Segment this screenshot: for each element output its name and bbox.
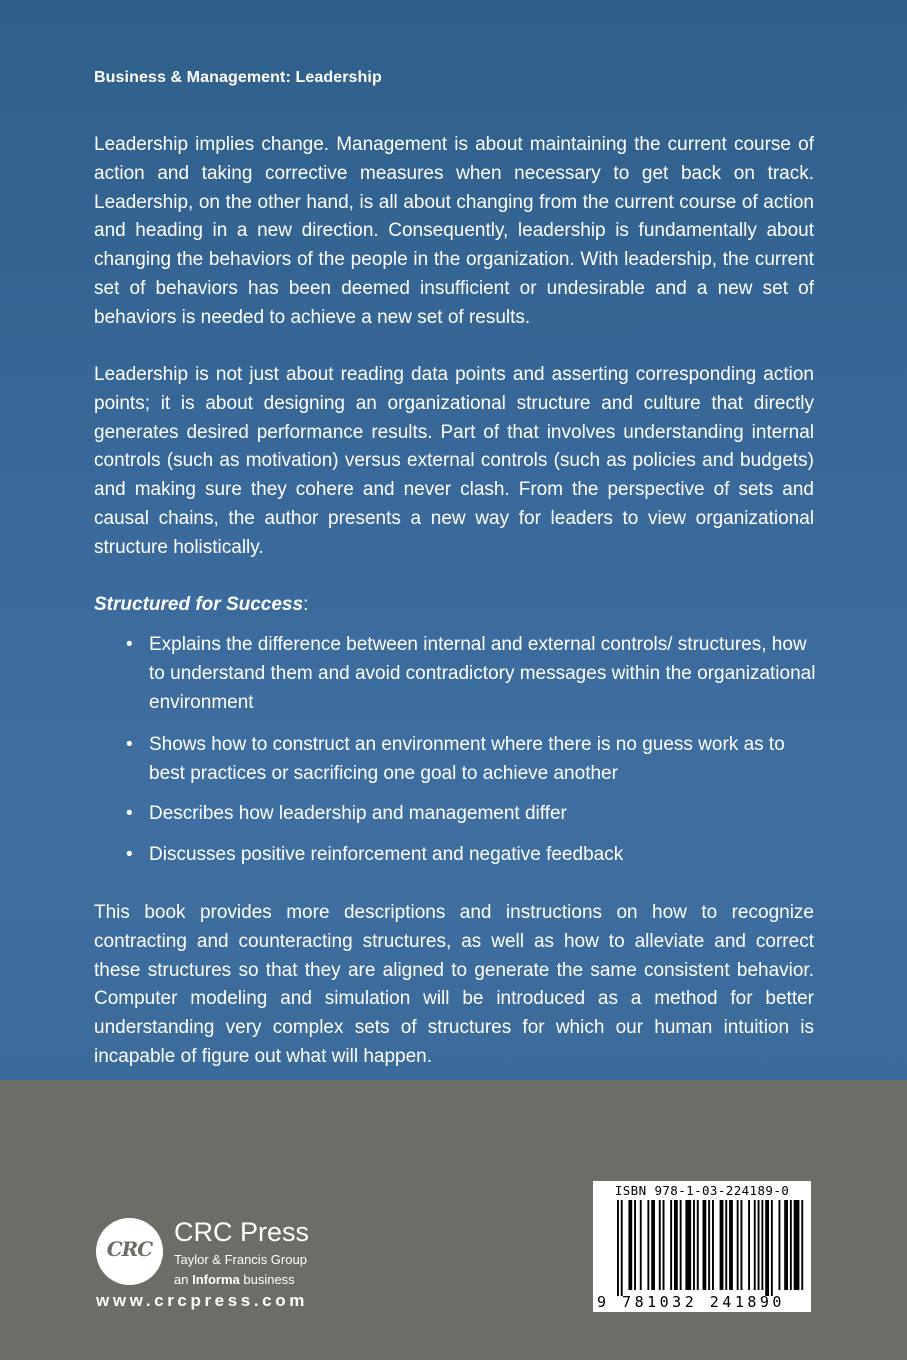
barcode-bar (670, 1200, 672, 1290)
bullet-item (126, 631, 816, 717)
barcode-bar (729, 1200, 733, 1290)
barcode-bar (790, 1200, 792, 1290)
informa-line (174, 1272, 295, 1287)
description-paragraph-1: Leadership implies change. Management is about maintaining the current course of action and taking corrective measures when necessary to get back on track. Leadership, on the other hand, is all about changing from the current course of action and heading in a new direction. Consequently, leadership is fundamentally about changing the behaviors of the people in the organization. With leadership, the current set of behaviors has been deemed insufficient or undesirable and a new set of behaviors is needed to achieve a new set of results. (94, 134, 814, 328)
bullet-dot: • (126, 844, 133, 865)
informa-brand: Informa (192, 1272, 240, 1287)
isbn-text: ISBN 978-1-03-224189-0 (614, 1183, 790, 1198)
publisher-group: Taylor & Francis Group (174, 1252, 307, 1267)
publisher-name: CRC Press (174, 1217, 310, 1247)
barcode-bar (720, 1200, 724, 1290)
barcode-bars-icon (617, 1200, 807, 1296)
bullet-dot: • (126, 803, 133, 824)
bullet-text: Explains the difference between internal and external controls/ structures, how to understand them and avoid contradictory messages within the organizational environment (149, 634, 816, 713)
barcode-bar (794, 1200, 800, 1290)
bullet-dot: • (126, 634, 133, 655)
bullet-dot: • (126, 734, 133, 755)
barcode-bar (703, 1200, 707, 1290)
bullet-item (126, 841, 816, 870)
informa-prefix: an (174, 1272, 193, 1287)
barcode-bar (659, 1200, 661, 1290)
barcode-bar (663, 1200, 665, 1290)
barcode-bar (680, 1200, 682, 1290)
bullet-text: Shows how to construct an environment where there is no guess work as to best practices or sacrificing one goal to achieve another (149, 734, 785, 784)
barcode-bar (765, 1200, 769, 1296)
barcode-bar (640, 1200, 642, 1290)
crc-monogram: CRC (106, 1237, 153, 1261)
heading-colon: : (303, 594, 309, 615)
barcode-bar (712, 1200, 714, 1290)
barcode-bar (784, 1200, 788, 1290)
barcode-bar (779, 1200, 781, 1290)
barcode-bar (771, 1200, 773, 1296)
barcode-bar (737, 1200, 739, 1290)
barcode-bar (693, 1200, 695, 1290)
bullet-item (126, 731, 816, 789)
barcode-bar (628, 1200, 632, 1290)
barcode-bar (697, 1200, 699, 1290)
barcode-bar (801, 1200, 803, 1290)
barcode-bar (725, 1200, 727, 1290)
structured-for-success-heading (94, 591, 308, 619)
barcode-bar (748, 1200, 750, 1290)
publisher-website[interactable]: www.crcpress.com (96, 1291, 308, 1310)
barcode-bar (761, 1200, 763, 1290)
barcode-bar (754, 1200, 756, 1290)
isbn-barcode (593, 1181, 811, 1312)
barcode-bar (758, 1200, 760, 1290)
bullet-text: Discusses positive reinforcement and negative feedback (149, 844, 624, 865)
description-paragraph-2: Leadership is not just about reading data points and asserting corresponding action points; it is about designing an organizational structure and culture that directly generates desired performance results. Part of that involves understanding internal controls (such as motivation) versus external controls (such as policies and budgets) and making sure they cohere and never clash. From the perspective of sets and causal chains, the author presents a new way for leaders to view organizational structure holistically. (94, 364, 814, 558)
description-paragraph-3: This book provides more descriptions and instructions on how to recognize contracting and counteracting structures, as well as how to alleviate and correct these structures so that they are aligned to generate the same consistent behavior. Computer modeling and simulation will be introduced as a method for better understanding very complex sets of structures for which our human intuition is incapable of figure out what will happen. (94, 902, 814, 1067)
barcode-bar (708, 1200, 710, 1290)
barcode-bar (651, 1200, 655, 1290)
barcode-bar (634, 1200, 636, 1290)
barcode-bar (647, 1200, 649, 1290)
barcode-bar (617, 1200, 619, 1296)
heading-emphasis: Structured for Success (94, 594, 304, 615)
informa-suffix: business (239, 1272, 295, 1287)
category-label: Business & Management: Leadership (94, 69, 382, 86)
bullet-text: Describes how leadership and management differ (149, 803, 567, 824)
bullet-item (126, 800, 816, 829)
barcode-bar (674, 1200, 678, 1290)
crc-logo-icon (96, 1218, 163, 1285)
barcode-bar (685, 1200, 691, 1290)
barcode-bar (621, 1200, 623, 1296)
barcode-bar (741, 1200, 743, 1290)
barcode-digits: 9 781032 241890 (597, 1293, 785, 1311)
